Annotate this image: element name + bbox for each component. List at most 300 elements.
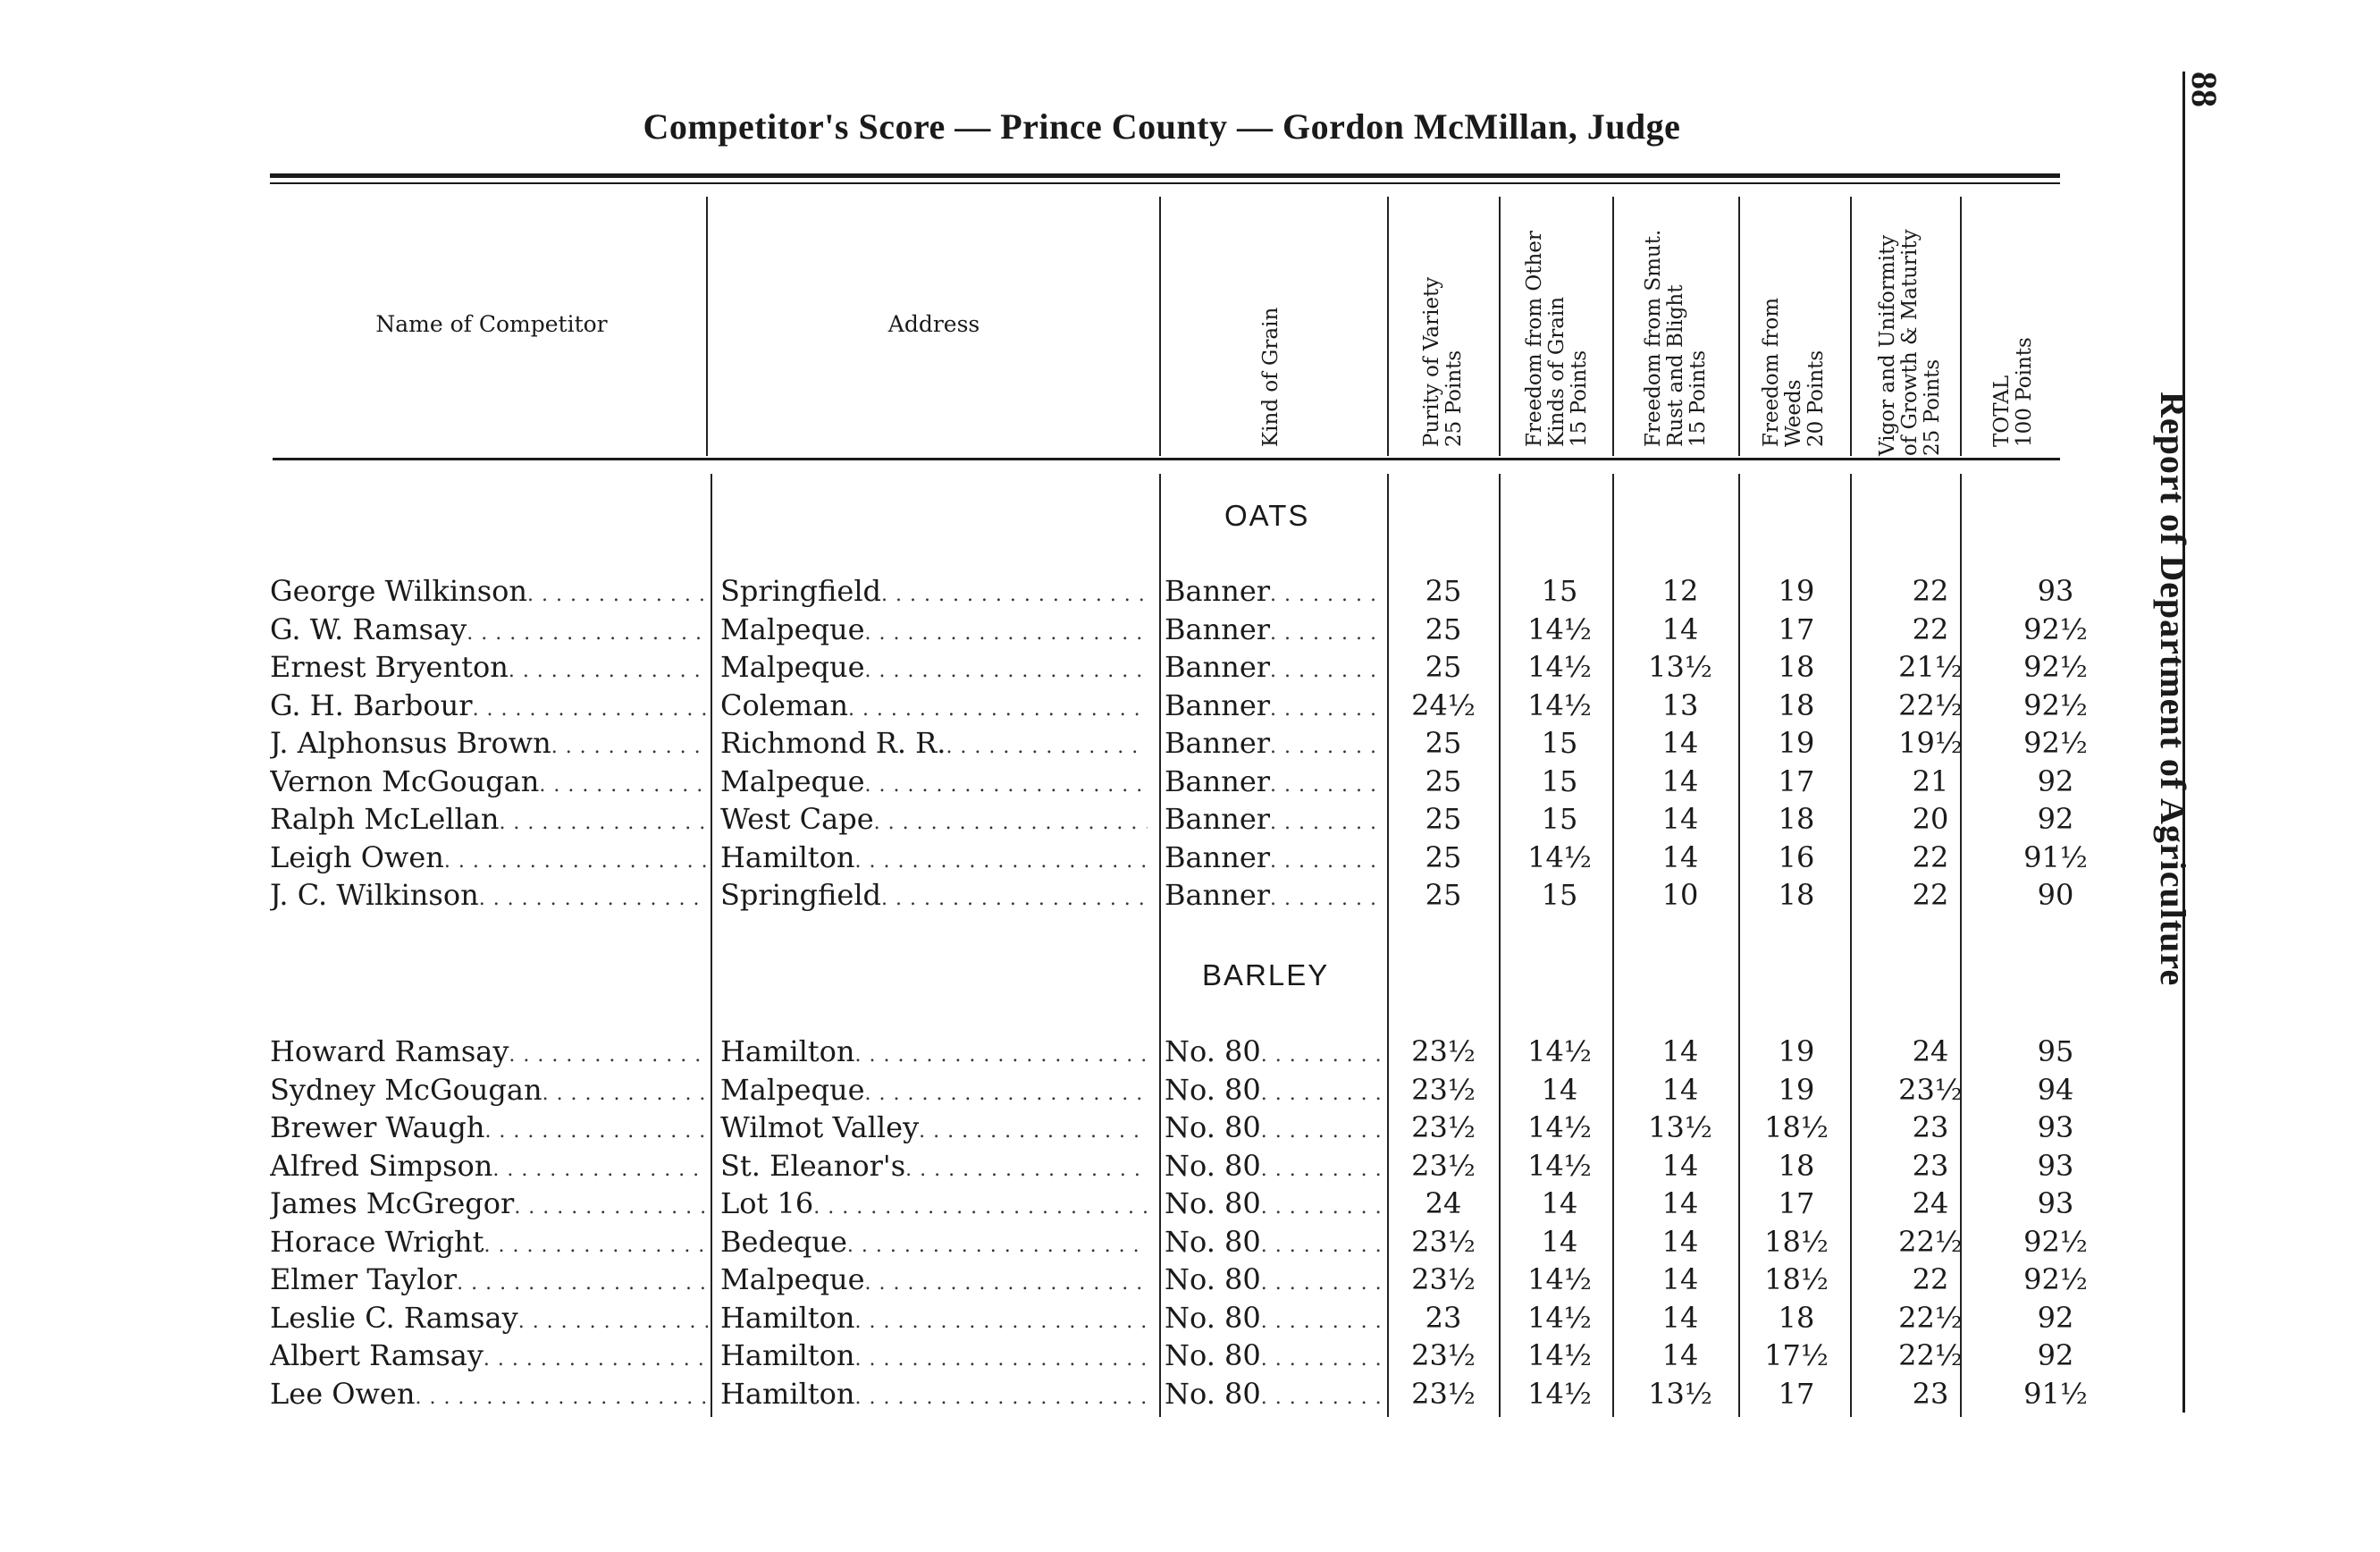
competitor-address (720, 724, 1148, 762)
title-rule-thick (270, 173, 2060, 178)
column-divider (1612, 474, 1614, 1417)
competitor-address (720, 1337, 1148, 1374)
page-title: Competitor's Score — Prince County — Gordon McMillan, Judge (643, 106, 1681, 147)
leader-dots (509, 1033, 708, 1070)
grain-kind (1165, 611, 1386, 648)
score-purity: 23½ (1411, 1376, 1476, 1411)
leader-dots (865, 763, 1148, 800)
competitor-address (720, 648, 1148, 686)
score-vigor: 19½ (1898, 726, 1963, 760)
score-total: 93 (2037, 1110, 2074, 1144)
score-total: 93 (2037, 574, 2074, 608)
grain-kind (1165, 1033, 1386, 1070)
competitor-address-text: Hamilton (720, 1034, 855, 1068)
score-weeds: 17 (1778, 612, 1815, 646)
score-purity: 24½ (1411, 687, 1476, 722)
competitor-name-text: Lee Owen (270, 1376, 416, 1411)
header-name: Name of Competitor (375, 311, 608, 337)
competitor-address (720, 1071, 1148, 1109)
competitor-name-text: G. H. Barbour (270, 687, 473, 722)
score-other-grain: 15 (1541, 574, 1578, 608)
leader-dots (905, 1147, 1148, 1185)
grain-kind (1165, 1109, 1386, 1146)
score-total: 93 (2037, 1186, 2074, 1220)
grain-kind-text: No. 80 (1165, 1376, 1261, 1411)
competitor-name-text: Leigh Owen (270, 839, 444, 874)
score-purity: 25 (1425, 726, 1462, 760)
competitor-address-text: Bedeque (720, 1224, 847, 1259)
column-divider (1387, 197, 1389, 456)
column-divider (1738, 197, 1740, 456)
score-purity: 23½ (1411, 1338, 1476, 1372)
grain-kind (1165, 839, 1386, 876)
competitor-address-text: Hamilton (720, 839, 855, 874)
competitor-address (720, 611, 1148, 648)
column-divider (1960, 197, 1962, 456)
leader-dots (415, 1375, 708, 1413)
running-title: Report of Department of Agriculture (2153, 392, 2193, 987)
score-other-grain: 14½ (1527, 687, 1592, 722)
competitor-address (720, 1147, 1148, 1185)
score-smut: 10 (1661, 878, 1699, 912)
column-divider (1499, 474, 1501, 1417)
leader-dots (539, 763, 708, 800)
competitor-name (270, 1337, 708, 1374)
leader-dots (1261, 1185, 1386, 1222)
competitor-name-text: Vernon McGougan (270, 763, 540, 798)
competitor-name-text: Ralph McLellan (270, 802, 500, 836)
competitor-address-text: Malpeque (720, 1262, 865, 1296)
grain-kind-text: No. 80 (1165, 1148, 1261, 1183)
competitor-name (270, 1261, 708, 1298)
score-smut: 14 (1661, 1262, 1699, 1296)
leader-dots (855, 1299, 1148, 1337)
score-vigor: 22½ (1898, 1224, 1963, 1259)
score-other-grain: 14½ (1527, 1034, 1592, 1068)
grain-kind (1165, 1223, 1386, 1261)
leader-dots (479, 876, 708, 914)
competitor-name (270, 1185, 708, 1222)
score-purity: 23½ (1411, 1072, 1476, 1107)
competitor-name (270, 1147, 708, 1185)
leader-dots (542, 1071, 708, 1109)
competitor-address (720, 1223, 1148, 1261)
score-weeds: 18½ (1764, 1110, 1829, 1144)
score-total: 92½ (2023, 687, 2088, 722)
score-other-grain: 14½ (1527, 839, 1592, 874)
score-other-grain: 14½ (1527, 612, 1592, 646)
grain-kind-text: Banner (1165, 650, 1271, 684)
leader-dots (1261, 1033, 1386, 1070)
leader-dots (1261, 1375, 1386, 1413)
competitor-name-text: Alfred Simpson (270, 1148, 493, 1183)
score-other-grain: 14½ (1527, 1148, 1592, 1183)
score-smut: 14 (1661, 1072, 1699, 1107)
score-other-grain: 14½ (1527, 1262, 1592, 1296)
grain-kind-text: Banner (1165, 763, 1271, 798)
leader-dots (855, 1337, 1148, 1374)
score-purity: 25 (1425, 763, 1462, 798)
leader-dots (484, 1109, 708, 1146)
score-purity: 25 (1425, 802, 1462, 836)
header-rule (273, 458, 2060, 460)
competitor-address (720, 800, 1148, 838)
leader-dots (855, 1375, 1148, 1413)
column-divider (1159, 474, 1161, 1417)
competitor-address (720, 687, 1148, 724)
grain-kind-text: No. 80 (1165, 1300, 1261, 1335)
score-other-grain: 14½ (1527, 650, 1592, 684)
competitor-name (270, 724, 708, 762)
score-vigor: 22½ (1898, 687, 1963, 722)
score-smut: 14 (1661, 1034, 1699, 1068)
leader-dots (1270, 876, 1386, 914)
column-divider (1850, 474, 1852, 1417)
competitor-name (270, 1033, 708, 1070)
score-weeds: 19 (1778, 726, 1815, 760)
grain-kind (1165, 1261, 1386, 1298)
column-divider (1159, 197, 1161, 456)
competitor-address (720, 1185, 1148, 1222)
competitor-address-text: St. Eleanor's (720, 1148, 906, 1183)
competitor-address (720, 1261, 1148, 1298)
score-smut: 13½ (1648, 1110, 1712, 1144)
grain-kind (1165, 1071, 1386, 1109)
grain-kind-text: Banner (1165, 612, 1271, 646)
score-total: 93 (2037, 1148, 2074, 1183)
column-divider (711, 474, 712, 1417)
leader-dots (473, 687, 708, 724)
competitor-name (270, 1223, 708, 1261)
grain-kind-text: No. 80 (1165, 1034, 1261, 1068)
score-vigor: 21 (1912, 763, 1949, 798)
competitor-address (720, 1109, 1148, 1146)
score-weeds: 19 (1778, 574, 1815, 608)
score-other-grain: 14 (1541, 1072, 1578, 1107)
leader-dots (847, 1223, 1148, 1261)
score-other-grain: 14½ (1527, 1338, 1592, 1372)
score-total: 90 (2037, 878, 2074, 912)
score-other-grain: 14½ (1527, 1376, 1592, 1411)
competitor-name-text: Elmer Taylor (270, 1262, 458, 1296)
column-divider (706, 197, 708, 456)
competitor-name (270, 687, 708, 724)
leader-dots (1261, 1299, 1386, 1337)
competitor-address (720, 839, 1148, 876)
competitor-name (270, 1071, 708, 1109)
competitor-address (720, 1299, 1148, 1337)
leader-dots (946, 724, 1148, 762)
score-total: 92½ (2023, 650, 2088, 684)
score-vigor: 22 (1912, 878, 1949, 912)
score-weeds: 18 (1778, 878, 1815, 912)
competitor-address-text: Richmond R. R. (720, 726, 946, 760)
leader-dots (865, 1261, 1148, 1298)
competitor-address-text: Malpeque (720, 650, 865, 684)
grain-kind (1165, 876, 1386, 914)
grain-kind-text: No. 80 (1165, 1110, 1261, 1144)
leader-dots (499, 800, 708, 838)
score-total: 91½ (2023, 839, 2088, 874)
score-purity: 24 (1425, 1186, 1462, 1220)
competitor-address (720, 1033, 1148, 1070)
competitor-name-text: G. W. Ramsay (270, 612, 467, 646)
score-vigor: 21½ (1898, 650, 1963, 684)
score-weeds: 18 (1778, 687, 1815, 722)
grain-kind (1165, 763, 1386, 800)
score-purity: 23½ (1411, 1034, 1476, 1068)
score-other-grain: 15 (1541, 726, 1578, 760)
competitor-address-text: Hamilton (720, 1300, 855, 1335)
score-weeds: 17 (1778, 1186, 1815, 1220)
grain-kind-text: Banner (1165, 802, 1271, 836)
leader-dots (855, 1033, 1148, 1070)
score-other-grain: 15 (1541, 763, 1578, 798)
competitor-address-text: Hamilton (720, 1338, 855, 1372)
leader-dots (881, 876, 1148, 914)
leader-dots (1270, 839, 1386, 876)
competitor-name (270, 763, 708, 800)
grain-kind (1165, 800, 1386, 838)
column-divider (1612, 197, 1614, 456)
score-vigor: 24 (1912, 1034, 1949, 1068)
section-heading-oats: OATS (1224, 499, 1310, 532)
score-vigor: 22½ (1898, 1300, 1963, 1335)
grain-kind-text: Banner (1165, 687, 1271, 722)
score-purity: 23 (1425, 1300, 1462, 1335)
score-purity: 23½ (1411, 1262, 1476, 1296)
grain-kind-text: No. 80 (1165, 1186, 1261, 1220)
score-vigor: 22 (1912, 839, 1949, 874)
score-smut: 13 (1661, 687, 1699, 722)
grain-kind (1165, 1185, 1386, 1222)
score-smut: 14 (1661, 1300, 1699, 1335)
competitor-name (270, 648, 708, 686)
competitor-name-text: Sydney McGougan (270, 1072, 542, 1107)
leader-dots (518, 1299, 708, 1337)
leader-dots (492, 1147, 708, 1185)
score-total: 92½ (2023, 612, 2088, 646)
score-weeds: 17 (1778, 763, 1815, 798)
leader-dots (813, 1185, 1148, 1222)
leader-dots (1261, 1223, 1386, 1261)
score-smut: 14 (1661, 763, 1699, 798)
leader-dots (551, 724, 708, 762)
competitor-name-text: J. Alphonsus Brown (270, 726, 551, 760)
competitor-address-text: Hamilton (720, 1376, 855, 1411)
competitor-name-text: Albert Ramsay (270, 1338, 484, 1372)
score-vigor: 24 (1912, 1186, 1949, 1220)
score-vigor: 22 (1912, 574, 1949, 608)
header-address: Address (887, 311, 980, 337)
score-weeds: 19 (1778, 1034, 1815, 1068)
competitor-name (270, 1109, 708, 1146)
leader-dots (919, 1109, 1148, 1146)
competitor-name-text: J. C. Wilkinson (270, 878, 479, 912)
section-heading-barley: BARLEY (1202, 958, 1330, 991)
competitor-name (270, 1299, 708, 1337)
competitor-name (270, 876, 708, 914)
competitor-address-text: Wilmot Valley (720, 1110, 920, 1144)
score-total: 91½ (2023, 1376, 2088, 1411)
score-total: 92 (2037, 802, 2074, 836)
competitor-name-text: Horace Wright (270, 1224, 484, 1259)
grain-kind (1165, 1337, 1386, 1374)
leader-dots (855, 839, 1148, 876)
competitor-name (270, 800, 708, 838)
score-total: 92½ (2023, 1224, 2088, 1259)
leader-dots (1270, 800, 1386, 838)
column-divider (1738, 474, 1740, 1417)
score-other-grain: 14 (1541, 1224, 1578, 1259)
leader-dots (1261, 1337, 1386, 1374)
title-rule-thin (270, 182, 2060, 184)
score-weeds: 18 (1778, 1148, 1815, 1183)
competitor-name (270, 572, 708, 610)
score-total: 92 (2037, 1338, 2074, 1372)
score-smut: 14 (1661, 802, 1699, 836)
score-total: 94 (2037, 1072, 2074, 1107)
column-divider (1499, 197, 1501, 456)
leader-dots (865, 611, 1148, 648)
score-purity: 25 (1425, 650, 1462, 684)
leader-dots (444, 839, 708, 876)
grain-kind (1165, 724, 1386, 762)
score-weeds: 19 (1778, 1072, 1815, 1107)
competitor-name (270, 1375, 708, 1413)
score-vigor: 23 (1912, 1148, 1949, 1183)
leader-dots (865, 648, 1148, 686)
score-vigor: 22 (1912, 1262, 1949, 1296)
competitor-address-text: Springfield (720, 574, 882, 608)
leader-dots (509, 648, 708, 686)
competitor-address (720, 876, 1148, 914)
score-smut: 14 (1661, 612, 1699, 646)
leader-dots (848, 687, 1148, 724)
leader-dots (514, 1185, 708, 1222)
grain-kind (1165, 1299, 1386, 1337)
score-smut: 14 (1661, 1338, 1699, 1372)
competitor-address (720, 1375, 1148, 1413)
score-vigor: 23½ (1898, 1072, 1963, 1107)
score-total: 92½ (2023, 726, 2088, 760)
score-smut: 12 (1661, 574, 1699, 608)
competitor-address-text: Malpeque (720, 1072, 865, 1107)
score-total: 92 (2037, 1300, 2074, 1335)
score-purity: 25 (1425, 839, 1462, 874)
leader-dots (1261, 1071, 1386, 1109)
document-page: Competitor's Score — Prince County — Gordon McMillan, Judge Name of Competitor Address Kind of Grain Purity of Variety 25 Points Freedom from Other Kinds of Grain 15 Points Freedom from Smut. Rust and Blight 15 Points Freedom from Weeds 20 Points Vigor and Uniformity of Growth & Maturity 25 Points TOTAL 100 Points OATS BARLEY George Wilkinson . . . Springfield . . . Banner . . . 25 15 12 19 22 93 G. W. Ramsay . . . Malpeque . . . Banner . . . 25 14½ 14 17 22 92½ Ernest Bryenton . . . Malpeque . . . Banner . . . 25 14½ 13½ 18 21½ 92½ G. H. Barbour . . . Coleman . . . Banner . . . 24½ 14½ 13 18 22½ 92½ J. Alphonsus Brown . . . Richmond R. R. . . . Banner . . . 25 15 14 19 19½ 92½ Vernon McGougan . . . Malpeque . . . Banner . . . 25 15 14 17 21 92 Ralph McLellan . . . West Cape . . . Banner . . . 25 15 14 18 20 92 Leigh Owen . . . Hamilton . . . Banner . . . 25 14½ 14 16 22 91½ J. C. Wilkinson . . . Springfield . . . Banner . . . 25 15 10 18 22 90 Howard Ramsay . . . Hamilton . . . No. 80 . . . 23½ 14½ 14 19 24 95 Sydney McGougan . . . Malpeque . . . No. 80 . . . 23½ 14 14 19 23½ 94 Brewer Waugh . . . Wilmot Valley . . . No. 80 . . . 23½ 14½ 13½ 18½ 23 93 Alfred Simpson . . . St. Eleanor's . . . No. 80 . . . 23½ 14½ 14 18 23 93 James McGregor . . . Lot 16 . . . No. 80 . . . 24 14 14 17 24 93 Horace Wright . . . Bedeque . . . No. 80 . . . 23½ 14 14 18½ 22½ 92½ Elmer Taylor . . . Malpeque . . . No. 80 . . . 23½ 14½ 14 18½ 22 92½ Leslie C. Ramsay . . . Hamilton . . . No. 80 . . . 23 14½ 14 18 22½ 92 Albert Ramsay . . . Hamilton . . . No. 80 . . . 23½ 14½ 14 17½ 22½ 92 Lee Owen . . . Hamilton . . . No. 80 . . . 23½ 14½ 13½ 17 23 91½ 88 Report of Department of Agriculture (0, 0, 2380, 1552)
leader-dots (874, 800, 1148, 838)
grain-kind-text: Banner (1165, 839, 1271, 874)
score-smut: 14 (1661, 839, 1699, 874)
score-total: 92½ (2023, 1262, 2088, 1296)
competitor-name-text: Howard Ramsay (270, 1034, 509, 1068)
page-number: 88 (2184, 72, 2224, 107)
score-vigor: 22½ (1898, 1338, 1963, 1372)
leader-dots (1270, 724, 1386, 762)
leader-dots (1270, 648, 1386, 686)
score-vigor: 23 (1912, 1376, 1949, 1411)
leader-dots (1270, 687, 1386, 724)
leader-dots (467, 611, 708, 648)
competitor-address-text: Malpeque (720, 612, 865, 646)
competitor-address-text: West Cape (720, 802, 874, 836)
competitor-name-text: Brewer Waugh (270, 1110, 485, 1144)
grain-kind-text: No. 80 (1165, 1072, 1261, 1107)
competitor-address (720, 572, 1148, 610)
score-vigor: 23 (1912, 1110, 1949, 1144)
score-smut: 14 (1661, 1186, 1699, 1220)
grain-kind-text: No. 80 (1165, 1224, 1261, 1259)
competitor-name (270, 611, 708, 648)
leader-dots (484, 1223, 708, 1261)
score-smut: 13½ (1648, 1376, 1712, 1411)
competitor-name-text: Leslie C. Ramsay (270, 1300, 518, 1335)
leader-dots (1261, 1147, 1386, 1185)
score-smut: 13½ (1648, 650, 1712, 684)
score-weeds: 18 (1778, 650, 1815, 684)
score-purity: 23½ (1411, 1224, 1476, 1259)
competitor-name-text: George Wilkinson (270, 574, 527, 608)
score-weeds: 17 (1778, 1376, 1815, 1411)
leader-dots (1261, 1109, 1386, 1146)
competitor-address-text: Lot 16 (720, 1186, 814, 1220)
leader-dots (484, 1337, 708, 1374)
competitor-name (270, 839, 708, 876)
grain-kind-text: No. 80 (1165, 1338, 1261, 1372)
grain-kind (1165, 648, 1386, 686)
leader-dots (1270, 763, 1386, 800)
leader-dots (881, 572, 1148, 610)
score-weeds: 18½ (1764, 1262, 1829, 1296)
score-other-grain: 15 (1541, 878, 1578, 912)
score-purity: 23½ (1411, 1110, 1476, 1144)
grain-kind-text: Banner (1165, 878, 1271, 912)
competitor-address-text: Coleman (720, 687, 848, 722)
grain-kind-text: No. 80 (1165, 1262, 1261, 1296)
column-divider (1387, 474, 1389, 1417)
grain-kind-text: Banner (1165, 726, 1271, 760)
score-weeds: 17½ (1764, 1338, 1829, 1372)
leader-dots (1270, 572, 1386, 610)
competitor-name-text: James McGregor (270, 1186, 515, 1220)
leader-dots (457, 1261, 708, 1298)
competitor-name-text: Ernest Bryenton (270, 650, 509, 684)
score-smut: 14 (1661, 726, 1699, 760)
score-total: 92 (2037, 763, 2074, 798)
score-vigor: 22 (1912, 612, 1949, 646)
score-other-grain: 14½ (1527, 1300, 1592, 1335)
score-purity: 25 (1425, 574, 1462, 608)
grain-kind (1165, 687, 1386, 724)
score-weeds: 18 (1778, 1300, 1815, 1335)
column-divider (1850, 197, 1852, 456)
score-purity: 25 (1425, 878, 1462, 912)
score-weeds: 18 (1778, 802, 1815, 836)
score-weeds: 18½ (1764, 1224, 1829, 1259)
leader-dots (1261, 1261, 1386, 1298)
score-vigor: 20 (1912, 802, 1949, 836)
leader-dots (1270, 611, 1386, 648)
competitor-address-text: Springfield (720, 878, 882, 912)
grain-kind (1165, 1147, 1386, 1185)
grain-kind (1165, 1375, 1386, 1413)
score-smut: 14 (1661, 1148, 1699, 1183)
score-other-grain: 15 (1541, 802, 1578, 836)
score-purity: 23½ (1411, 1148, 1476, 1183)
grain-kind (1165, 572, 1386, 610)
